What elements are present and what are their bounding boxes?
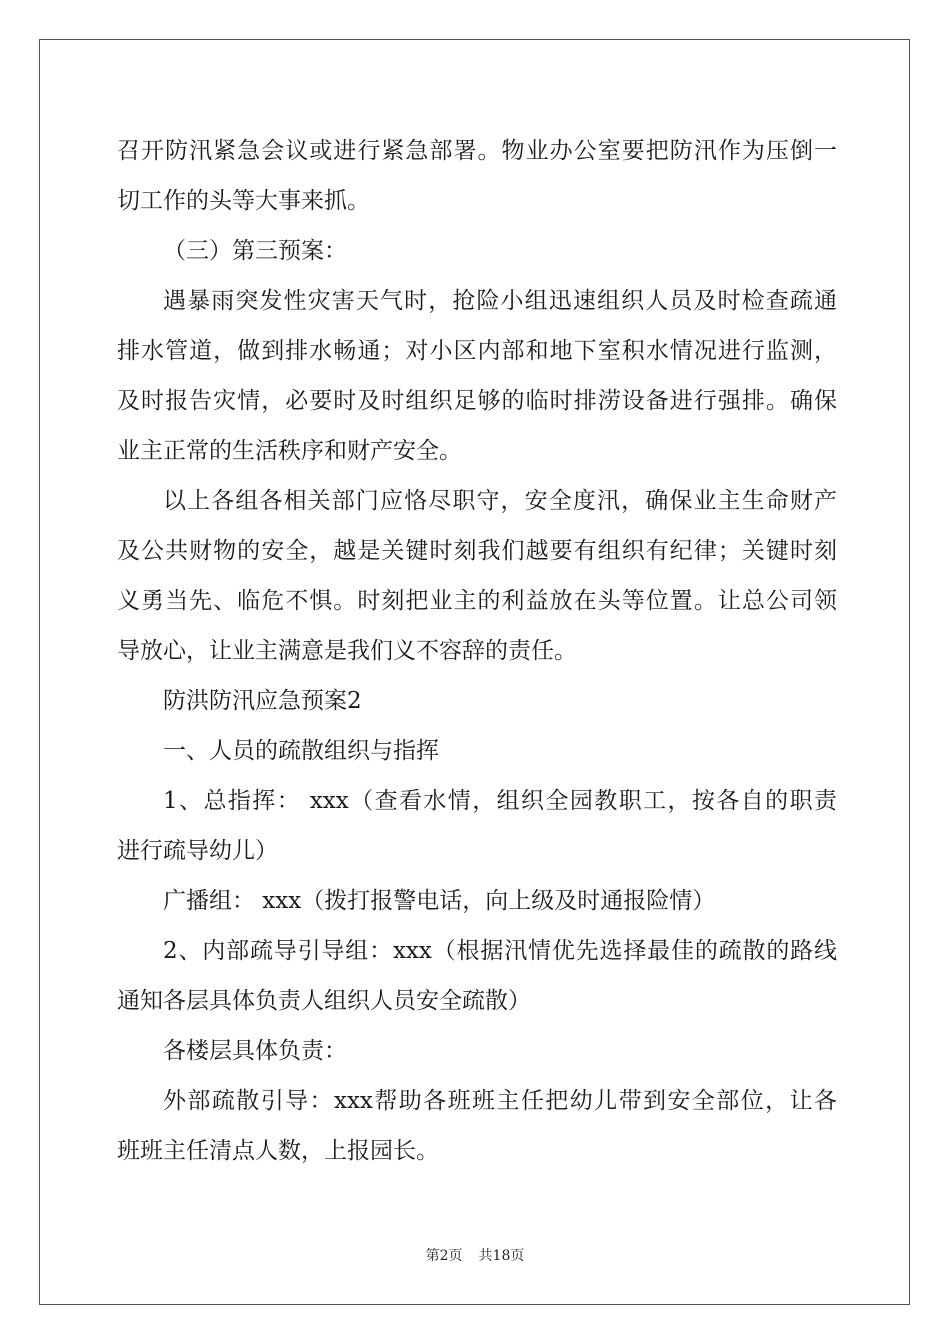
text-line: 及公共财物的安全，越是关键时刻我们越要有组织有纪律；关键时刻 — [117, 538, 837, 564]
page-number: 第2页 — [425, 1248, 463, 1264]
text-line: 排水管道，做到排水畅通；对小区内部和地下室积水情况进行监测， — [117, 338, 837, 364]
section-heading: 一、人员的疏散组织与指挥 — [163, 738, 439, 764]
document-title: 防洪防汛应急预案2 — [163, 688, 362, 714]
text-line: 外部疏散引导：xxx帮助各班班主任把幼儿带到安全部位，让各 — [163, 1088, 837, 1114]
text-line: 通知各层具体负责人组织人员安全疏散） — [117, 988, 531, 1014]
text-line: 业主正常的生活秩序和财产安全。 — [117, 438, 462, 464]
text-line: 导放心，让业主满意是我们义不容辞的责任。 — [117, 638, 577, 664]
text-line: 各楼层具体负责： — [163, 1038, 347, 1064]
text-line: 班班主任清点人数，上报园长。 — [117, 1138, 439, 1164]
text-line: 召开防汛紧急会议或进行紧急部署。物业办公室要把防汛作为压倒一 — [117, 138, 837, 164]
text-line: 遇暴雨突发性灾害天气时，抢险小组迅速组织人员及时检查疏通 — [163, 288, 837, 314]
page-footer — [0, 1245, 950, 1265]
text-line: 进行疏导幼儿） — [117, 838, 278, 864]
text-line: 广播组： xxx（拨打报警电话，向上级及时通报险情） — [163, 888, 716, 914]
section-heading: （三）第三预案： — [163, 238, 347, 264]
text-line: 2、内部疏导引导组：xxx（根据汛情优先选择最佳的疏散的路线 — [163, 938, 837, 964]
text-line: 切工作的头等大事来抓。 — [117, 188, 370, 214]
text-line: 以上各组各相关部门应恪尽职守，安全度汛，确保业主生命财产 — [163, 488, 837, 514]
text-line: 义勇当先、临危不惧。时刻把业主的利益放在头等位置。让总公司领 — [117, 588, 837, 614]
text-line: 及时报告灾情，必要时及时组织足够的临时排涝设备进行强排。确保 — [117, 388, 837, 414]
page-total: 共18页 — [478, 1248, 525, 1264]
document-body — [117, 126, 837, 1176]
text-line: 1、总指挥： xxx（查看水情，组织全园教职工，按各自的职责 — [163, 788, 837, 814]
